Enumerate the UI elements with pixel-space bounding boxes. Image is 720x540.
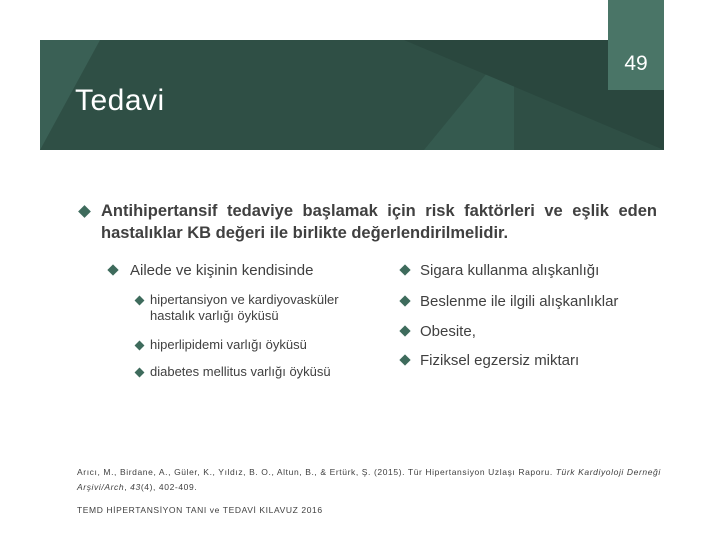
diamond-bullet-icon — [78, 205, 91, 218]
list-item: diabetes mellitus varlığı öyküsü — [150, 364, 331, 379]
footer-source: TEMD HİPERTANSİYON TANI ve TEDAVİ KILAVUZ 2016 — [77, 505, 323, 515]
list-item: Sigara kullanma alışkanlığı — [420, 262, 600, 279]
reference-journal: Türk Kardiyoloji Derneği Arşivi/Arch — [77, 467, 661, 492]
diamond-bullet-icon — [135, 341, 145, 351]
list-item: Fiziksel egzersiz miktarı — [420, 352, 580, 369]
list-item: hiperlipidemi varlığı öyküsü — [150, 337, 307, 352]
diamond-bullet-icon — [107, 264, 118, 275]
reference-volume: 43 — [130, 482, 141, 492]
left-column-heading: Ailede ve kişinin kendisinde — [130, 262, 314, 279]
list-item: Beslenme ile ilgili alışkanlıklar — [420, 293, 619, 310]
page-number: 49 — [624, 52, 648, 75]
list-item: hipertansiyon ve kardiyovasküler hastalık varlığı öyküsü — [150, 292, 339, 323]
diamond-bullet-icon — [399, 295, 410, 306]
diamond-bullet-icon — [135, 368, 145, 378]
diamond-bullet-icon — [399, 325, 410, 336]
diamond-bullet-icon — [135, 296, 145, 306]
reference-pages: (4), 402-409. — [140, 482, 198, 492]
page-number-tab — [608, 0, 664, 90]
diamond-bullet-icon — [399, 354, 410, 365]
list-item: Obesite, — [420, 323, 476, 340]
slide-title: Tedavi — [75, 84, 165, 117]
main-bullet-text: Antihipertansif tedaviye başlamak için risk faktörleri ve eşlik eden hastalıklar KB değeri ile birlikte değerlendirilmelidir. — [101, 202, 657, 242]
reference-authors: Arıcı, M., Birdane, A., Güler, K., Yıldız, B. O., Altun, B., & Ertürk, Ş. (2015). Tür Hipertansiyon Uzlaşı Raporu. — [77, 467, 553, 477]
diamond-bullet-icon — [399, 264, 410, 275]
reference-citation: Arıcı, M., Birdane, A., Güler, K., Yıldız, B. O., Altun, B., & Ertürk, Ş. (2015). Tür Hipertansiyon Uzlaşı Raporu. Türk Kardiyoloji Derneği Arşivi/Arch, 43(4), 402-409. — [77, 467, 661, 492]
